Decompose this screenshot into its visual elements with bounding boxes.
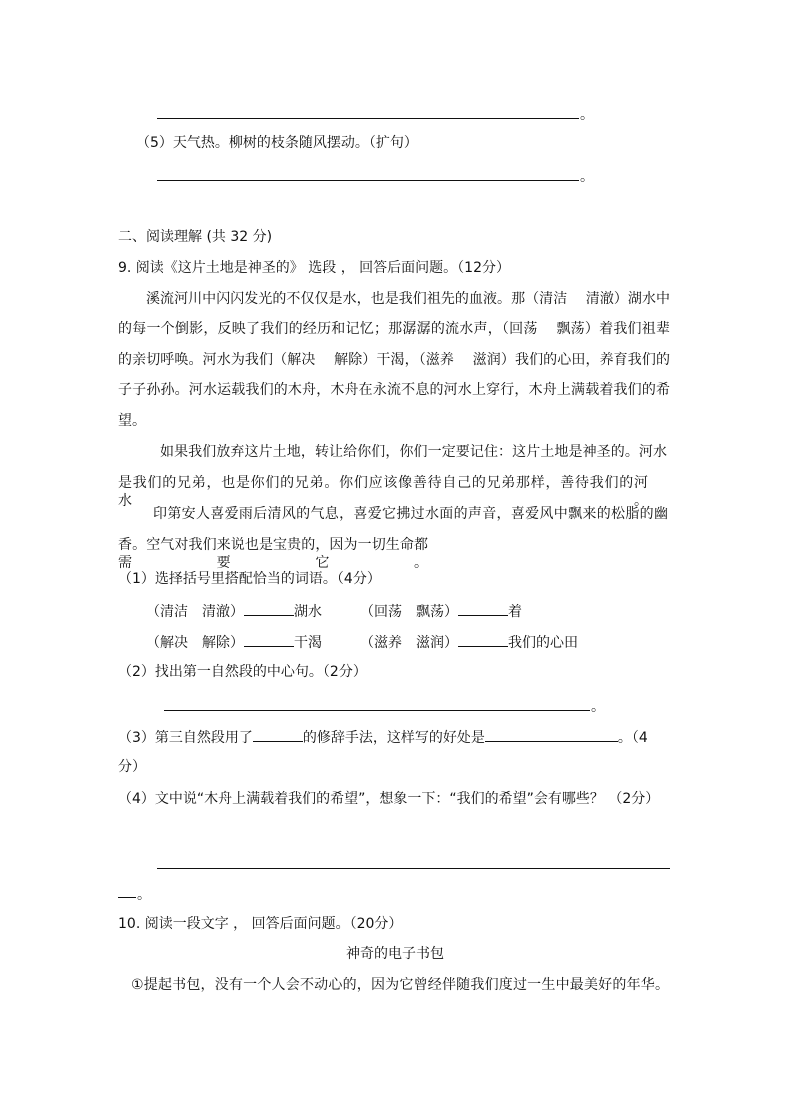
section-heading: 二、阅读理解 (共 32 分) [118,229,273,245]
pair-after: 干渴 [294,635,322,651]
passage-line: 的亲切呼唤。河水为我们（解决 解除）干渴，（滋养 滋润）我们的心田，养育我们的 [118,352,670,368]
q9-prompt: 9. 阅读《这片土地是神圣的》 选段 ， 回答后面问题。（12分） [118,260,510,276]
answer-blank[interactable] [244,632,294,647]
pair-after: 着 [508,604,522,620]
passage-line: 如果我们放弃这片土地，转让给你们，你们一定要记住：这片土地是神圣的。河水 [160,444,667,460]
answer-blank[interactable] [244,601,294,616]
pair-after: 湖水 [294,604,322,620]
q9-sub3-cont: 分） [118,759,146,775]
passage-line: 印第安人喜爱雨后清风的气息，喜爱它拂过水面的声音，喜爱风中飘来的松脂的幽 [153,506,668,522]
answer-blank-sub4-cont[interactable] [118,897,136,898]
answer-blank-sub4[interactable] [157,868,670,869]
q10-prompt: 10. 阅读一段文字 ， 回答后面问题。（20分） [118,916,403,932]
passage-line: 的每一个倒影，反映了我们的经历和记忆；那潺潺的流水声，（回荡 飘荡）着我们祖辈 [118,321,670,337]
word-pair [146,632,322,652]
word-pair [360,632,578,652]
word-pair [146,601,322,621]
answer-blank-sub2[interactable] [164,710,590,711]
pair-choices: （回荡 飘荡） [360,604,458,620]
pair-after: 我们的心田 [508,635,578,651]
q9-sub4: （4）文中说“木舟上满载着我们的希望”，想象一下：“我们的希望”会有哪些？ （2分） [118,791,660,807]
passage-line: 子子孙孙。河水运载我们的木舟，木舟在永流不息的河水上穿行，木舟上满载着我们的希 [118,382,670,398]
passage-title: 神奇的电子书包 [346,946,444,962]
sub3-text: 。（4 [617,730,648,746]
q9-sub1: （1）选择括号里搭配恰当的词语。（4分） [118,571,381,587]
passage-line: 香。空气对我们来说也是宝贵的，因为一切生命都需要它。 [118,537,428,571]
q9-sub2: （2）找出第一自然段的中心句。（2分） [118,664,367,680]
passage-line: 是我们的兄弟，也是你们的兄弟。你们应该像善待自己的兄弟那样，善待我们的河水。 [118,475,648,509]
pair-choices: （清洁 清澈） [146,604,244,620]
answer-blank[interactable] [458,601,508,616]
pair-choices: （解决 解除） [146,635,244,651]
end-mark: 。 [580,107,594,123]
answer-blank-rhetoric[interactable] [253,727,303,742]
end-mark: 。 [580,169,594,185]
sub3-text: （3）第三自然段用了 [118,730,253,746]
answer-blank[interactable] [458,632,508,647]
passage-para: ①提起书包，没有一个人会不动心的，因为它曾经伴随我们度过一生中最美好的年华。 [131,977,669,993]
pair-choices: （滋养 滋润） [360,635,458,651]
end-mark: 。 [591,699,605,715]
q8-item5: （5）天气热。柳树的枝条随风摆动。（扩句） [136,135,418,151]
answer-blank-benefit[interactable] [485,727,618,742]
answer-blank-q8-5[interactable] [157,180,579,181]
sub3-text: 的修辞手法，这样写的好处是 [302,730,485,746]
passage-line: 望。 [118,413,146,429]
end-mark: 。 [137,887,151,903]
q9-sub3 [118,727,648,747]
answer-blank-q8-4[interactable] [157,118,579,119]
word-pair [360,601,522,621]
passage-line: 溪流河川中闪闪发光的不仅仅是水，也是我们祖先的血液。那（清洁 清澈）湖水中 [146,291,670,307]
